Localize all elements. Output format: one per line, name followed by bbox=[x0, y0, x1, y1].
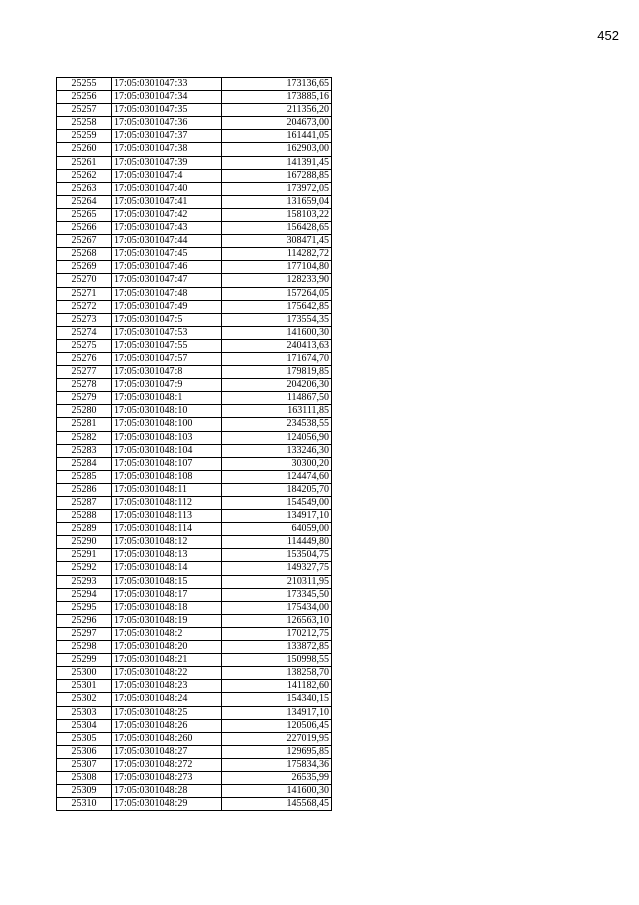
row-number-cell: 25280 bbox=[57, 405, 112, 418]
value-cell: 131659,04 bbox=[222, 195, 332, 208]
row-number-cell: 25301 bbox=[57, 680, 112, 693]
cadastral-number-cell: 17:05:0301048:114 bbox=[112, 523, 222, 536]
cadastral-number-cell: 17:05:0301047:5 bbox=[112, 313, 222, 326]
table-row bbox=[57, 627, 332, 640]
cadastral-number-cell: 17:05:0301047:38 bbox=[112, 143, 222, 156]
table-row bbox=[57, 261, 332, 274]
cadastral-number-cell: 17:05:0301048:107 bbox=[112, 457, 222, 470]
cadastral-number-cell: 17:05:0301048:17 bbox=[112, 588, 222, 601]
value-cell: 133872,85 bbox=[222, 641, 332, 654]
table-row bbox=[57, 719, 332, 732]
cadastral-number-cell: 17:05:0301048:10 bbox=[112, 405, 222, 418]
cadastral-number-cell: 17:05:0301047:41 bbox=[112, 195, 222, 208]
table-row bbox=[57, 274, 332, 287]
row-number-cell: 25256 bbox=[57, 91, 112, 104]
table-row bbox=[57, 91, 332, 104]
row-number-cell: 25266 bbox=[57, 222, 112, 235]
value-cell: 124056,90 bbox=[222, 431, 332, 444]
value-cell: 141182,60 bbox=[222, 680, 332, 693]
row-number-cell: 25281 bbox=[57, 418, 112, 431]
value-cell: 240413,63 bbox=[222, 339, 332, 352]
cadastral-number-cell: 17:05:0301048:19 bbox=[112, 614, 222, 627]
cadastral-number-cell: 17:05:0301048:21 bbox=[112, 654, 222, 667]
value-cell: 204206,30 bbox=[222, 379, 332, 392]
value-cell: 141391,45 bbox=[222, 156, 332, 169]
table-row bbox=[57, 497, 332, 510]
table-row bbox=[57, 287, 332, 300]
cadastral-number-cell: 17:05:0301047:36 bbox=[112, 117, 222, 130]
value-cell: 138258,70 bbox=[222, 667, 332, 680]
value-cell: 134917,10 bbox=[222, 510, 332, 523]
cadastral-number-cell: 17:05:0301048:18 bbox=[112, 601, 222, 614]
row-number-cell: 25272 bbox=[57, 300, 112, 313]
row-number-cell: 25274 bbox=[57, 326, 112, 339]
cadastral-number-cell: 17:05:0301047:34 bbox=[112, 91, 222, 104]
row-number-cell: 25267 bbox=[57, 235, 112, 248]
value-cell: 227019,95 bbox=[222, 732, 332, 745]
table-row bbox=[57, 798, 332, 811]
value-cell: 161441,05 bbox=[222, 130, 332, 143]
row-number-cell: 25289 bbox=[57, 523, 112, 536]
cadastral-number-cell: 17:05:0301047:48 bbox=[112, 287, 222, 300]
value-cell: 173885,16 bbox=[222, 91, 332, 104]
table-row bbox=[57, 536, 332, 549]
value-cell: 145568,45 bbox=[222, 798, 332, 811]
cadastral-number-cell: 17:05:0301048:20 bbox=[112, 641, 222, 654]
cadastral-number-cell: 17:05:0301048:113 bbox=[112, 510, 222, 523]
value-cell: 175642,85 bbox=[222, 300, 332, 313]
cadastral-number-cell: 17:05:0301047:37 bbox=[112, 130, 222, 143]
row-number-cell: 25297 bbox=[57, 627, 112, 640]
table-row bbox=[57, 300, 332, 313]
row-number-cell: 25261 bbox=[57, 156, 112, 169]
row-number-cell: 25296 bbox=[57, 614, 112, 627]
row-number-cell: 25265 bbox=[57, 208, 112, 221]
row-number-cell: 25287 bbox=[57, 497, 112, 510]
value-cell: 154549,00 bbox=[222, 497, 332, 510]
cadastral-number-cell: 17:05:0301048:100 bbox=[112, 418, 222, 431]
table-row bbox=[57, 313, 332, 326]
row-number-cell: 25300 bbox=[57, 667, 112, 680]
value-cell: 157264,05 bbox=[222, 287, 332, 300]
cadastral-number-cell: 17:05:0301047:45 bbox=[112, 248, 222, 261]
table-row bbox=[57, 222, 332, 235]
cadastral-number-cell: 17:05:0301048:26 bbox=[112, 719, 222, 732]
row-number-cell: 25307 bbox=[57, 758, 112, 771]
table-row bbox=[57, 326, 332, 339]
row-number-cell: 25302 bbox=[57, 693, 112, 706]
value-cell: 163111,85 bbox=[222, 405, 332, 418]
cadastral-number-cell: 17:05:0301047:35 bbox=[112, 104, 222, 117]
value-cell: 179819,85 bbox=[222, 366, 332, 379]
table-row bbox=[57, 366, 332, 379]
table-row bbox=[57, 418, 332, 431]
value-cell: 167288,85 bbox=[222, 169, 332, 182]
table-row bbox=[57, 654, 332, 667]
cadastral-number-cell: 17:05:0301048:25 bbox=[112, 706, 222, 719]
cadastral-number-cell: 17:05:0301047:40 bbox=[112, 182, 222, 195]
cadastral-number-cell: 17:05:0301048:104 bbox=[112, 444, 222, 457]
row-number-cell: 25306 bbox=[57, 745, 112, 758]
cadastral-number-cell: 17:05:0301047:49 bbox=[112, 300, 222, 313]
value-cell: 184205,70 bbox=[222, 483, 332, 496]
cadastral-number-cell: 17:05:0301048:1 bbox=[112, 392, 222, 405]
cadastral-number-cell: 17:05:0301048:260 bbox=[112, 732, 222, 745]
cadastral-number-cell: 17:05:0301048:23 bbox=[112, 680, 222, 693]
table-row bbox=[57, 379, 332, 392]
row-number-cell: 25273 bbox=[57, 313, 112, 326]
value-cell: 149327,75 bbox=[222, 562, 332, 575]
row-number-cell: 25263 bbox=[57, 182, 112, 195]
table-row bbox=[57, 235, 332, 248]
cadastral-number-cell: 17:05:0301048:15 bbox=[112, 575, 222, 588]
value-cell: 173345,50 bbox=[222, 588, 332, 601]
row-number-cell: 25271 bbox=[57, 287, 112, 300]
table-row bbox=[57, 562, 332, 575]
cadastral-number-cell: 17:05:0301047:46 bbox=[112, 261, 222, 274]
row-number-cell: 25257 bbox=[57, 104, 112, 117]
row-number-cell: 25255 bbox=[57, 78, 112, 91]
value-cell: 162903,00 bbox=[222, 143, 332, 156]
table-row bbox=[57, 641, 332, 654]
cadastral-number-cell: 17:05:0301048:273 bbox=[112, 771, 222, 784]
table-row bbox=[57, 431, 332, 444]
value-cell: 126563,10 bbox=[222, 614, 332, 627]
value-cell: 30300,20 bbox=[222, 457, 332, 470]
data-table bbox=[56, 77, 332, 811]
table-row bbox=[57, 680, 332, 693]
row-number-cell: 25310 bbox=[57, 798, 112, 811]
row-number-cell: 25260 bbox=[57, 143, 112, 156]
value-cell: 177104,80 bbox=[222, 261, 332, 274]
row-number-cell: 25262 bbox=[57, 169, 112, 182]
value-cell: 141600,30 bbox=[222, 326, 332, 339]
value-cell: 114449,80 bbox=[222, 536, 332, 549]
table-row bbox=[57, 248, 332, 261]
cadastral-number-cell: 17:05:0301047:4 bbox=[112, 169, 222, 182]
value-cell: 211356,20 bbox=[222, 104, 332, 117]
row-number-cell: 25292 bbox=[57, 562, 112, 575]
table-row bbox=[57, 457, 332, 470]
cadastral-number-cell: 17:05:0301048:28 bbox=[112, 785, 222, 798]
table-row bbox=[57, 130, 332, 143]
value-cell: 173136,65 bbox=[222, 78, 332, 91]
row-number-cell: 25258 bbox=[57, 117, 112, 130]
cadastral-number-cell: 17:05:0301048:24 bbox=[112, 693, 222, 706]
table-row bbox=[57, 182, 332, 195]
table-row bbox=[57, 392, 332, 405]
table-row bbox=[57, 169, 332, 182]
table-row bbox=[57, 104, 332, 117]
cadastral-number-cell: 17:05:0301048:22 bbox=[112, 667, 222, 680]
cadastral-number-cell: 17:05:0301048:12 bbox=[112, 536, 222, 549]
value-cell: 134917,10 bbox=[222, 706, 332, 719]
row-number-cell: 25290 bbox=[57, 536, 112, 549]
table-row bbox=[57, 575, 332, 588]
cadastral-number-cell: 17:05:0301048:14 bbox=[112, 562, 222, 575]
value-cell: 234538,55 bbox=[222, 418, 332, 431]
row-number-cell: 25285 bbox=[57, 470, 112, 483]
table-row bbox=[57, 444, 332, 457]
value-cell: 158103,22 bbox=[222, 208, 332, 221]
row-number-cell: 25294 bbox=[57, 588, 112, 601]
cadastral-number-cell: 17:05:0301048:27 bbox=[112, 745, 222, 758]
cadastral-number-cell: 17:05:0301047:44 bbox=[112, 235, 222, 248]
table-row bbox=[57, 706, 332, 719]
value-cell: 141600,30 bbox=[222, 785, 332, 798]
cadastral-number-cell: 17:05:0301047:47 bbox=[112, 274, 222, 287]
row-number-cell: 25283 bbox=[57, 444, 112, 457]
table-row bbox=[57, 405, 332, 418]
value-cell: 129695,85 bbox=[222, 745, 332, 758]
row-number-cell: 25278 bbox=[57, 379, 112, 392]
cadastral-number-cell: 17:05:0301048:2 bbox=[112, 627, 222, 640]
row-number-cell: 25298 bbox=[57, 641, 112, 654]
cadastral-number-cell: 17:05:0301047:43 bbox=[112, 222, 222, 235]
table-row bbox=[57, 588, 332, 601]
row-number-cell: 25286 bbox=[57, 483, 112, 496]
value-cell: 173554,35 bbox=[222, 313, 332, 326]
row-number-cell: 25268 bbox=[57, 248, 112, 261]
cadastral-number-cell: 17:05:0301048:272 bbox=[112, 758, 222, 771]
value-cell: 128233,90 bbox=[222, 274, 332, 287]
row-number-cell: 25277 bbox=[57, 366, 112, 379]
cadastral-number-cell: 17:05:0301047:33 bbox=[112, 78, 222, 91]
value-cell: 120506,45 bbox=[222, 719, 332, 732]
cadastral-number-cell: 17:05:0301048:103 bbox=[112, 431, 222, 444]
value-cell: 173972,05 bbox=[222, 182, 332, 195]
cadastral-number-cell: 17:05:0301047:8 bbox=[112, 366, 222, 379]
table-row bbox=[57, 785, 332, 798]
table-row bbox=[57, 758, 332, 771]
row-number-cell: 25293 bbox=[57, 575, 112, 588]
cadastral-number-cell: 17:05:0301047:55 bbox=[112, 339, 222, 352]
table-row bbox=[57, 667, 332, 680]
page-number: 452 bbox=[597, 28, 619, 43]
cadastral-number-cell: 17:05:0301047:9 bbox=[112, 379, 222, 392]
value-cell: 64059,00 bbox=[222, 523, 332, 536]
row-number-cell: 25305 bbox=[57, 732, 112, 745]
table-row bbox=[57, 483, 332, 496]
row-number-cell: 25264 bbox=[57, 195, 112, 208]
value-cell: 114282,72 bbox=[222, 248, 332, 261]
cadastral-number-cell: 17:05:0301048:11 bbox=[112, 483, 222, 496]
table-row bbox=[57, 143, 332, 156]
table-row bbox=[57, 510, 332, 523]
table-row bbox=[57, 117, 332, 130]
row-number-cell: 25275 bbox=[57, 339, 112, 352]
table-row bbox=[57, 208, 332, 221]
row-number-cell: 25304 bbox=[57, 719, 112, 732]
value-cell: 175434,00 bbox=[222, 601, 332, 614]
cadastral-number-cell: 17:05:0301047:57 bbox=[112, 352, 222, 365]
value-cell: 171674,70 bbox=[222, 352, 332, 365]
value-cell: 175834,36 bbox=[222, 758, 332, 771]
row-number-cell: 25291 bbox=[57, 549, 112, 562]
row-number-cell: 25284 bbox=[57, 457, 112, 470]
row-number-cell: 25303 bbox=[57, 706, 112, 719]
value-cell: 154340,15 bbox=[222, 693, 332, 706]
row-number-cell: 25295 bbox=[57, 601, 112, 614]
row-number-cell: 25309 bbox=[57, 785, 112, 798]
row-number-cell: 25269 bbox=[57, 261, 112, 274]
cadastral-number-cell: 17:05:0301047:53 bbox=[112, 326, 222, 339]
value-cell: 204673,00 bbox=[222, 117, 332, 130]
cadastral-number-cell: 17:05:0301048:13 bbox=[112, 549, 222, 562]
row-number-cell: 25270 bbox=[57, 274, 112, 287]
row-number-cell: 25282 bbox=[57, 431, 112, 444]
row-number-cell: 25288 bbox=[57, 510, 112, 523]
value-cell: 153504,75 bbox=[222, 549, 332, 562]
cadastral-number-cell: 17:05:0301047:39 bbox=[112, 156, 222, 169]
value-cell: 210311,95 bbox=[222, 575, 332, 588]
table-row bbox=[57, 549, 332, 562]
row-number-cell: 25259 bbox=[57, 130, 112, 143]
row-number-cell: 25299 bbox=[57, 654, 112, 667]
table-row bbox=[57, 78, 332, 91]
table-row bbox=[57, 771, 332, 784]
table-row bbox=[57, 195, 332, 208]
cadastral-number-cell: 17:05:0301048:112 bbox=[112, 497, 222, 510]
table-row bbox=[57, 352, 332, 365]
table-row bbox=[57, 614, 332, 627]
value-cell: 124474,60 bbox=[222, 470, 332, 483]
table-row bbox=[57, 745, 332, 758]
table-body bbox=[57, 78, 332, 811]
row-number-cell: 25308 bbox=[57, 771, 112, 784]
value-cell: 156428,65 bbox=[222, 222, 332, 235]
table-row bbox=[57, 523, 332, 536]
cadastral-number-cell: 17:05:0301047:42 bbox=[112, 208, 222, 221]
table-row bbox=[57, 693, 332, 706]
value-cell: 170212,75 bbox=[222, 627, 332, 640]
value-cell: 150998,55 bbox=[222, 654, 332, 667]
table-row bbox=[57, 156, 332, 169]
table-row bbox=[57, 601, 332, 614]
cadastral-number-cell: 17:05:0301048:108 bbox=[112, 470, 222, 483]
table-row bbox=[57, 339, 332, 352]
value-cell: 26535,99 bbox=[222, 771, 332, 784]
value-cell: 114867,50 bbox=[222, 392, 332, 405]
row-number-cell: 25279 bbox=[57, 392, 112, 405]
table-row bbox=[57, 470, 332, 483]
value-cell: 133246,30 bbox=[222, 444, 332, 457]
table-row bbox=[57, 732, 332, 745]
row-number-cell: 25276 bbox=[57, 352, 112, 365]
value-cell: 308471,45 bbox=[222, 235, 332, 248]
cadastral-number-cell: 17:05:0301048:29 bbox=[112, 798, 222, 811]
